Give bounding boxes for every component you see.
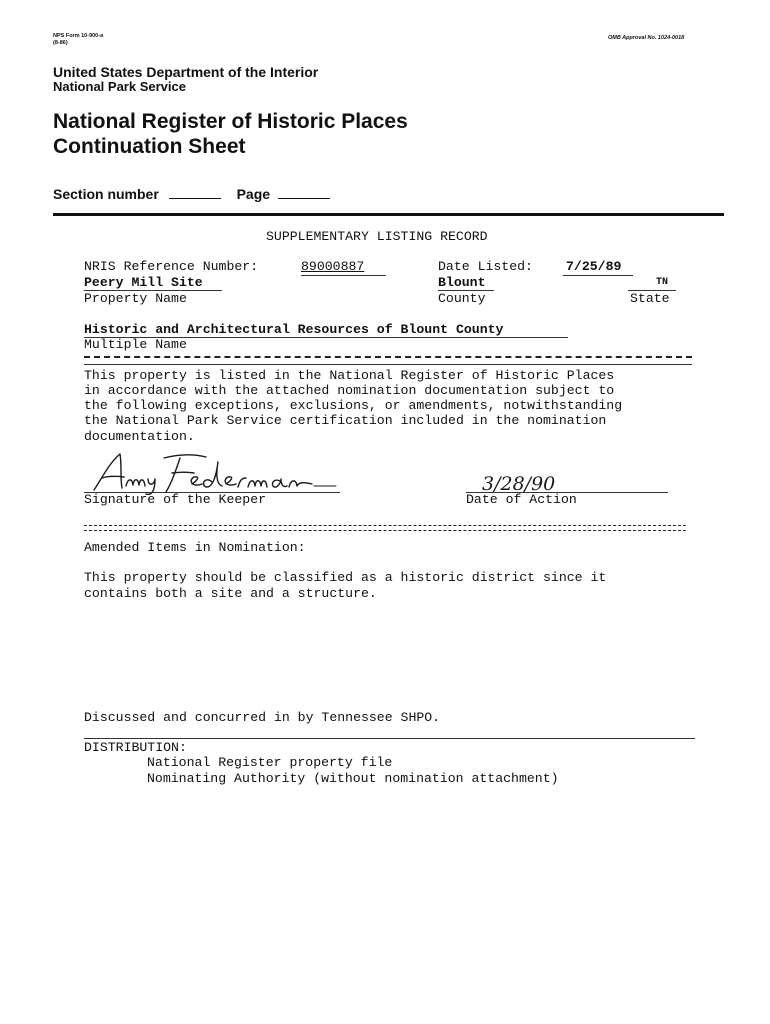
county-value: Blount [438,275,486,290]
keeper-signature [88,448,338,496]
section-number-blank [169,198,221,199]
amended-divider [84,525,686,531]
statement-line-4: the National Park Service certification included in the nomination [84,413,607,428]
discussed-statement: Discussed and concurred in by Tennessee SHPO. [84,710,441,725]
page-blank [278,198,330,199]
page-title: National Register of Historic Places [53,110,408,133]
statement-line-3: the following exceptions, exclusions, or amendments, notwithstanding [84,398,623,413]
record-heading: SUPPLEMENTARY LISTING RECORD [266,229,488,244]
amended-line-2: contains both a site and a structure. [84,586,377,601]
omb-approval: OMB Approval No. 1024-0018 [608,35,685,41]
multiple-name-value: Historic and Architectural Resources of Blount County [84,322,504,337]
section-number-field [53,186,330,202]
county-label: County [438,291,486,306]
amended-line-1: This property should be classified as a historic district since it [84,570,607,585]
form-date: (8-86) [53,40,68,46]
header-rule [53,213,724,216]
distribution-label: DISTRIBUTION: [84,740,187,755]
distribution-item-1: National Register property file [147,755,393,770]
date-listed-value: 7/25/89 [566,259,622,274]
date-of-action-handwritten: 3/28/90 [482,473,556,495]
section-number-label: Section number [53,186,159,202]
nris-value: 89000887 [301,259,365,274]
distribution-item-2: Nominating Authority (without nomination attachment) [147,771,559,786]
service-name: National Park Service [53,79,186,94]
section-divider [84,356,692,358]
state-label: State [630,291,670,306]
property-name-label: Property Name [84,291,187,306]
department-name: United States Department of the Interior [53,64,319,80]
statement-line-5: documentation. [84,429,195,444]
date-listed-underline [563,275,633,276]
nris-label: NRIS Reference Number: [84,259,259,274]
form-number: NPS Form 10-900-a [53,33,104,39]
distribution-rule [84,738,695,739]
page-label: Page [236,186,271,202]
state-value: TN [656,277,669,288]
amended-heading: Amended Items in Nomination: [84,540,306,555]
page-subtitle: Continuation Sheet [53,135,246,158]
section-divider-2 [84,364,692,365]
multiple-name-label: Multiple Name [84,337,187,352]
date-of-action-label: Date of Action [466,492,577,507]
statement-line-2: in accordance with the attached nomination documentation subject to [84,383,615,398]
property-name-value: Peery Mill Site [84,275,203,290]
signature-label: Signature of the Keeper [84,492,267,507]
nris-underline [301,275,386,276]
date-listed-label: Date Listed: [438,259,533,274]
statement-line-1: This property is listed in the National Register of Historic Places [84,368,615,383]
